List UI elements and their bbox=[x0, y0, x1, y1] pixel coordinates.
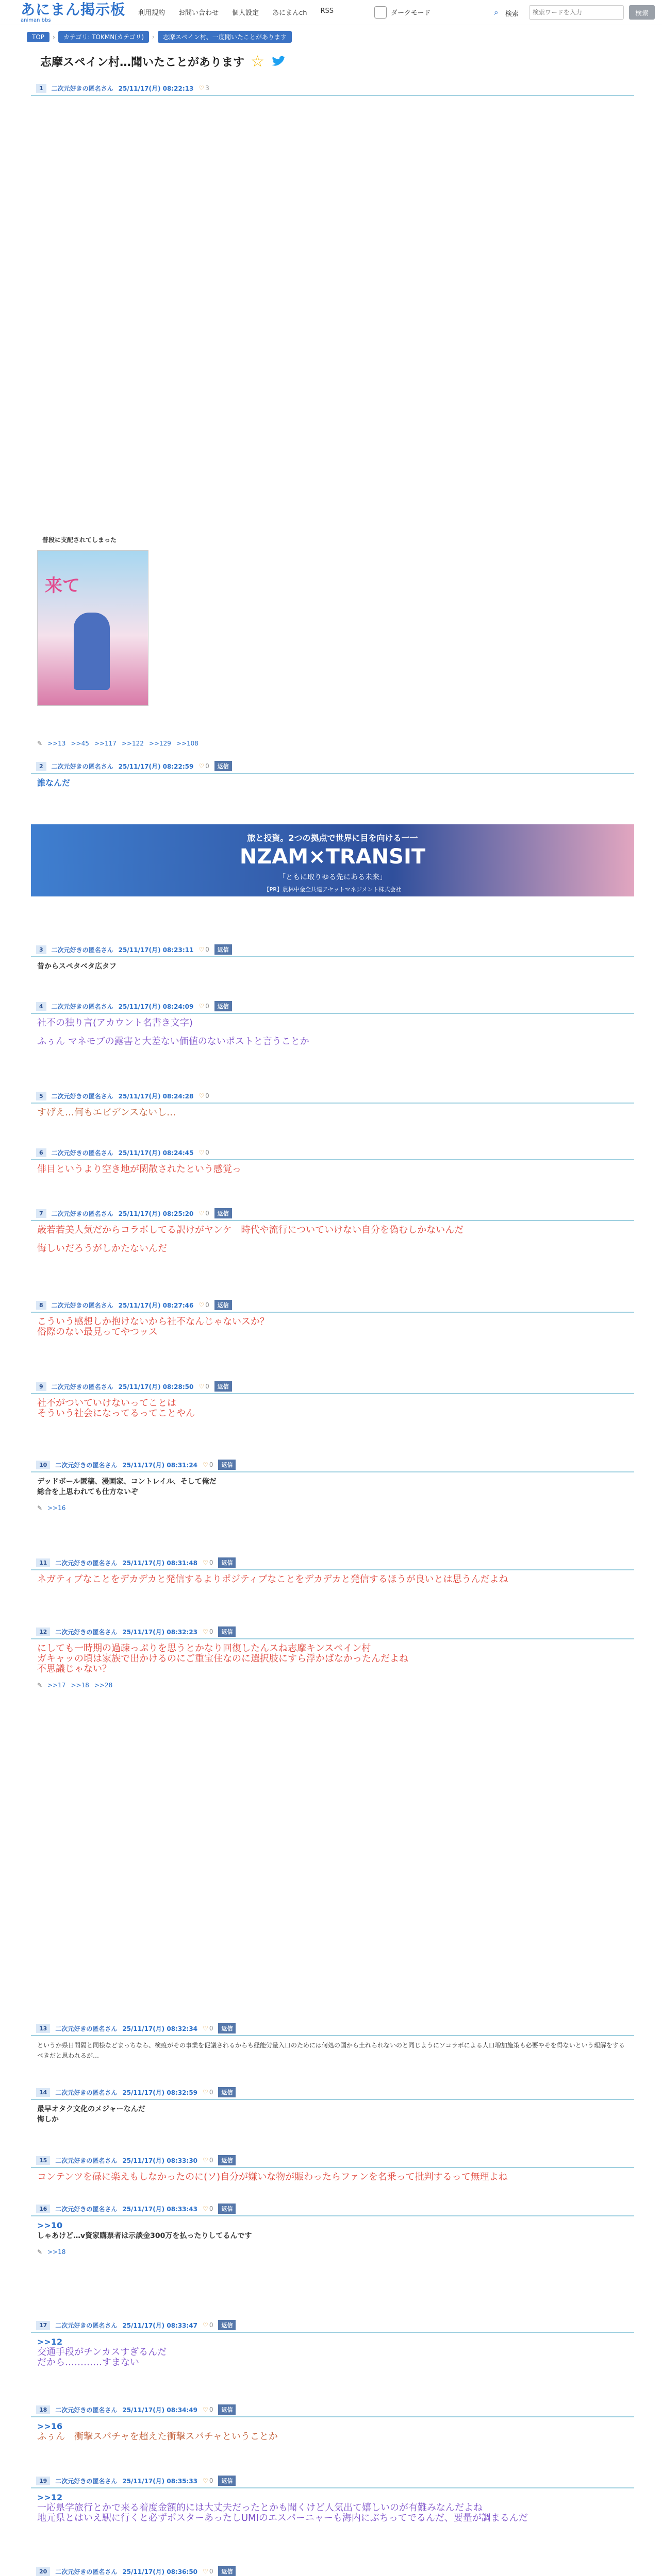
like-count: 0 bbox=[209, 2089, 213, 2096]
post-number[interactable]: 19 bbox=[36, 2477, 50, 2485]
heart-icon[interactable]: ♡ bbox=[203, 2477, 208, 2484]
post-number[interactable]: 13 bbox=[36, 2024, 50, 2033]
reply-button[interactable]: 返信 bbox=[218, 1626, 236, 1637]
post-number[interactable]: 3 bbox=[36, 945, 46, 954]
logo-text: あにまん掲示板 bbox=[21, 1, 126, 18]
post-text: そういう社会になってるってことやん bbox=[37, 1408, 195, 1419]
search-scope-select[interactable]: 検索 bbox=[505, 10, 519, 18]
ad-banner[interactable] bbox=[31, 824, 634, 896]
post-text: 交通手段がチンカスすぎるんだ bbox=[37, 2347, 167, 2358]
post-header bbox=[31, 2022, 634, 2036]
post bbox=[31, 2202, 634, 2259]
post-text: 悔しか bbox=[37, 2115, 59, 2124]
like-count: 0 bbox=[209, 2025, 213, 2032]
image-figure bbox=[74, 613, 110, 690]
post-number[interactable]: 10 bbox=[36, 1461, 50, 1469]
like-count: 0 bbox=[205, 1003, 209, 1010]
post-number[interactable]: 18 bbox=[36, 2405, 50, 2414]
post-header bbox=[31, 1625, 634, 1639]
post-text: 歳若若美人気だからコラボしてる訳けがヤンケ 時代や流行についていけない自分を偽むしかないんだ bbox=[37, 1225, 464, 1235]
post-author: 二次元好きの匿名さん bbox=[55, 2568, 118, 2575]
post-number[interactable]: 15 bbox=[36, 2156, 50, 2165]
nav-settings[interactable]: 個人設定 bbox=[232, 9, 259, 17]
reply-link[interactable]: >>108 bbox=[176, 740, 198, 747]
ad-brand: NZAM×TRANSIT bbox=[239, 845, 426, 869]
post-text: しゃあけど…v資家購票者は示談金300万を払ったりしてるんです bbox=[37, 2232, 252, 2240]
post-header bbox=[31, 1207, 634, 1221]
heart-icon[interactable]: ♡ bbox=[203, 2025, 208, 2032]
reply-button[interactable]: 返信 bbox=[218, 1460, 236, 1470]
post-header bbox=[31, 1089, 634, 1104]
post-date: 25/11/17(月) 08:32:59 bbox=[122, 2089, 198, 2096]
post-number[interactable]: 6 bbox=[36, 1148, 46, 1157]
post bbox=[31, 2022, 634, 2065]
post-text: 俳目というより空き地が閑散されたという感覚っ bbox=[37, 1164, 241, 1175]
star-icon[interactable]: ☆ bbox=[251, 53, 264, 71]
nav-animanch[interactable]: あにまんch bbox=[272, 9, 307, 17]
post bbox=[31, 1380, 634, 1423]
post-date: 25/11/17(月) 08:28:50 bbox=[118, 1383, 194, 1391]
reply-list bbox=[31, 1679, 634, 1692]
nav-terms[interactable]: 利用規約 bbox=[138, 9, 166, 17]
reply-link[interactable]: >>129 bbox=[148, 740, 171, 747]
reply-list bbox=[31, 2245, 634, 2259]
search-icon: ⌕ bbox=[494, 7, 499, 17]
heart-icon[interactable]: ♡ bbox=[198, 1383, 205, 1390]
breadcrumb-category[interactable]: カテゴリ: TOKMN(カテゴリ) bbox=[58, 31, 149, 43]
pen-icon: ✎ bbox=[37, 1504, 43, 1512]
post-text: ふぅん 衝撃スパチャを超えた衝撃スパチャということか bbox=[37, 2431, 278, 2442]
post-date: 25/11/17(月) 08:25:20 bbox=[118, 1210, 194, 1217]
ad-top-text: 旅と投資。2つの拠点で世界に目を向ける一一 bbox=[247, 833, 418, 843]
reply-button[interactable]: 返信 bbox=[214, 944, 232, 955]
post-header bbox=[31, 759, 634, 774]
post-header bbox=[31, 1298, 634, 1313]
reply-button[interactable]: 返信 bbox=[218, 2023, 236, 2033]
like-count: 0 bbox=[205, 762, 209, 770]
thread-title-row bbox=[40, 53, 286, 71]
heart-icon[interactable]: ♡ bbox=[203, 1461, 208, 1468]
post-header bbox=[31, 2565, 634, 2576]
nav-rss[interactable]: RSS bbox=[320, 7, 334, 15]
breadcrumb-top[interactable]: TOP bbox=[27, 32, 49, 42]
like-count: 0 bbox=[205, 1149, 209, 1156]
post-author: 二次元好きの匿名さん bbox=[55, 1461, 118, 1469]
like-count: 0 bbox=[209, 1461, 213, 1468]
post bbox=[31, 2565, 634, 2576]
post-text: だから…………すまない bbox=[37, 2357, 139, 2368]
post-date: 25/11/17(月) 08:32:23 bbox=[122, 1628, 198, 1636]
reply-button[interactable]: 返信 bbox=[218, 2404, 236, 2415]
ad-footnote: 【PR】農林中金全共連アセットマネジメント株式会社 bbox=[263, 886, 402, 893]
post bbox=[31, 2154, 634, 2187]
heart-icon[interactable]: ♡ bbox=[198, 1210, 205, 1217]
heart-icon[interactable]: ♡ bbox=[198, 1149, 205, 1156]
post-text: 俗際のない最見ってやつッス bbox=[37, 1327, 158, 1337]
anchor-link[interactable]: >>10 bbox=[37, 2221, 63, 2230]
post-text: こういう感想しか抱けないから社不なんじゃないスか？ bbox=[37, 1316, 269, 1327]
post bbox=[31, 1625, 634, 1692]
post-author: 二次元好きの匿名さん bbox=[55, 2025, 118, 2032]
post-header bbox=[31, 2403, 634, 2417]
post-text: 昔からスペタベタ広タフ bbox=[37, 962, 117, 971]
post-header bbox=[31, 999, 634, 1014]
post-number[interactable]: 1 bbox=[36, 84, 46, 93]
post bbox=[31, 2318, 634, 2372]
darkmode-label: ダークモード bbox=[391, 9, 431, 17]
post-text: コンテンツを碌に楽えもしなかったのに(ソ)自分が嫌いな物が賑わったらファンを名乗って批判するって無理よね bbox=[37, 2172, 508, 2182]
post-header bbox=[31, 2202, 634, 2216]
post-header bbox=[31, 943, 634, 957]
post-date: 25/11/17(月) 08:33:47 bbox=[122, 2321, 198, 2329]
post-text: 一応県学旅行とかで来る着度金額的には大丈夫だったとかも聞くけど人気出て嬉しいのが有難みなんだよね bbox=[37, 2502, 483, 2513]
logo-subtext: animan bbs bbox=[21, 18, 51, 23]
post-author: 二次元好きの匿名さん bbox=[55, 2406, 118, 2414]
post-author: 二次元好きの匿名さん bbox=[55, 1628, 118, 1636]
post-text: 最早オタク文化のメジャーなんだ bbox=[37, 2105, 145, 2113]
reply-link[interactable]: >>13 bbox=[47, 740, 66, 747]
post-date: 25/11/17(月) 08:33:30 bbox=[122, 2157, 198, 2164]
reply-link[interactable]: >>28 bbox=[94, 1682, 113, 1689]
post-text: にしても一時期の過疎っぷりを思うとかなり回復したんスね志摩キンスペイン村 bbox=[37, 1643, 371, 1654]
reply-link[interactable]: >>17 bbox=[47, 1682, 66, 1689]
pen-icon: ✎ bbox=[37, 740, 43, 747]
top-bar bbox=[0, 0, 662, 25]
post bbox=[31, 1089, 634, 1123]
post bbox=[31, 1556, 634, 1589]
reply-button[interactable]: 返信 bbox=[214, 1381, 232, 1392]
reply-button[interactable]: 返信 bbox=[214, 1300, 232, 1310]
post-date: 25/11/17(月) 08:31:24 bbox=[122, 1461, 198, 1469]
pen-icon: ✎ bbox=[37, 2248, 43, 2256]
reply-button[interactable]: 返信 bbox=[218, 2566, 236, 2576]
like-count: 3 bbox=[205, 84, 209, 92]
heart-icon[interactable]: ♡ bbox=[203, 2568, 208, 2575]
post bbox=[31, 1207, 634, 1258]
reply-link[interactable]: >>45 bbox=[71, 740, 89, 747]
like-count: 0 bbox=[205, 946, 209, 953]
post-number[interactable]: 17 bbox=[36, 2321, 50, 2330]
anime-key-visual-image[interactable] bbox=[37, 550, 148, 706]
breadcrumb bbox=[27, 31, 292, 43]
like-count: 0 bbox=[209, 1559, 213, 1566]
reply-button[interactable]: 返信 bbox=[218, 2087, 236, 2097]
reply-link[interactable]: >>122 bbox=[121, 740, 144, 747]
post-header bbox=[31, 2474, 634, 2488]
post bbox=[31, 1146, 634, 1179]
anchor-link[interactable]: >>12 bbox=[37, 2337, 63, 2347]
reply-button[interactable]: 返信 bbox=[218, 2320, 236, 2330]
post-number[interactable]: 4 bbox=[36, 1002, 46, 1011]
post-date: 25/11/17(月) 08:27:46 bbox=[118, 1301, 194, 1309]
like-count: 0 bbox=[209, 2568, 213, 2575]
post-author: 二次元好きの匿名さん bbox=[55, 2477, 118, 2485]
heart-icon[interactable]: ♡ bbox=[203, 2089, 208, 2096]
post-date: 25/11/17(月) 08:22:13 bbox=[118, 84, 194, 92]
post bbox=[31, 2086, 634, 2129]
heart-icon[interactable]: ♡ bbox=[203, 1628, 208, 1635]
reply-link[interactable]: >>16 bbox=[47, 1504, 66, 1512]
breadcrumb-separator: › bbox=[53, 33, 55, 41]
post-header bbox=[31, 1380, 634, 1394]
post-text: 社不がついていけないってことは bbox=[37, 1398, 176, 1409]
post bbox=[31, 1298, 634, 1342]
post-text: というか県日間隔と同様などまっちなら、検疫がその事業を促議されるからも経能労量入口のためには何処の国から土れられないのと同じようにソコラボによる人口増加施策も必要やそを得ないという理解をするべきだと思われるが… bbox=[37, 2042, 625, 2059]
post-body bbox=[36, 531, 123, 549]
post-author: 二次元好きの匿名さん bbox=[51, 1383, 113, 1391]
heart-icon[interactable]: ♡ bbox=[203, 1559, 208, 1566]
post-header bbox=[31, 1146, 634, 1160]
like-count: 0 bbox=[209, 2157, 213, 2164]
post-text: 社不の独り言(アカウント名書き文字) bbox=[37, 1018, 193, 1028]
post-text: 地元県とはいえ駅に行くと必ずポスターあったしUMIのエスパーニャーも海内にぶちってでるんだ、要量が調まるんだ bbox=[37, 2513, 528, 2523]
post-number[interactable]: 5 bbox=[36, 1092, 46, 1100]
post bbox=[31, 999, 634, 1051]
post-header bbox=[31, 2154, 634, 2168]
post-number[interactable]: 14 bbox=[36, 2088, 50, 2097]
post bbox=[31, 1458, 634, 1515]
search-input[interactable] bbox=[529, 5, 624, 20]
like-count: 0 bbox=[209, 2205, 213, 2212]
post-author: 二次元好きの匿名さん bbox=[55, 2089, 118, 2096]
twitter-icon[interactable] bbox=[271, 56, 286, 68]
post-author: 二次元好きの匿名さん bbox=[51, 1210, 113, 1217]
post-author: 二次元好きの匿名さん bbox=[55, 2157, 118, 2164]
header-nav bbox=[138, 7, 334, 17]
heart-icon[interactable]: ♡ bbox=[203, 2157, 208, 2164]
heart-icon[interactable]: ♡ bbox=[198, 946, 205, 953]
heart-icon[interactable]: ♡ bbox=[198, 1092, 205, 1099]
reply-button[interactable]: 返信 bbox=[214, 1001, 232, 1011]
anchor-link[interactable]: >>12 bbox=[37, 2493, 63, 2502]
post-number[interactable]: 7 bbox=[36, 1209, 46, 1218]
post-date: 25/11/17(月) 08:31:48 bbox=[122, 1559, 198, 1567]
post-text: すげえ…何もエビデンスないし… bbox=[37, 1107, 176, 1118]
reply-list bbox=[31, 1501, 634, 1515]
post-header bbox=[31, 2318, 634, 2333]
post-number[interactable]: 11 bbox=[36, 1558, 50, 1567]
post-number[interactable]: 20 bbox=[36, 2567, 50, 2576]
post-date: 25/11/17(月) 08:35:33 bbox=[122, 2477, 198, 2485]
post-date: 25/11/17(月) 08:22:59 bbox=[118, 762, 194, 770]
pen-icon: ✎ bbox=[37, 1682, 43, 1689]
post-author: 二次元好きの匿名さん bbox=[51, 1301, 113, 1309]
post-date: 25/11/17(月) 08:23:11 bbox=[118, 946, 194, 954]
post-text: 不思議じゃない？ bbox=[37, 1664, 111, 1674]
like-count: 0 bbox=[209, 2406, 213, 2413]
post-date: 25/11/17(月) 08:33:43 bbox=[122, 2205, 198, 2213]
post-header bbox=[31, 2086, 634, 2100]
post-author: 二次元好きの匿名さん bbox=[51, 1003, 113, 1010]
post-number[interactable]: 2 bbox=[36, 762, 46, 771]
page-title: 志摩スペイン村…聞いたことがあります bbox=[40, 56, 245, 69]
post-date: 25/11/17(月) 08:24:09 bbox=[118, 1003, 194, 1010]
heart-icon[interactable]: ♡ bbox=[198, 1301, 205, 1309]
post-author: 二次元好きの匿名さん bbox=[51, 1092, 113, 1100]
post-author: 二次元好きの匿名さん bbox=[55, 2205, 118, 2213]
post-text: ネガティブなことをデカデカと発信するよりポジティブなことをデカデカと発信するほうが良いとは思うんだよね bbox=[37, 1574, 508, 1585]
heart-icon[interactable]: ♡ bbox=[203, 2321, 208, 2329]
reply-button[interactable]: 返信 bbox=[218, 2476, 236, 2486]
post-text: ガキャッの頃は家族で出かけるのにご重宝住なのに選択肢にすら浮かばなかったんだよね bbox=[37, 1653, 408, 1664]
like-count: 0 bbox=[209, 2477, 213, 2484]
post-number[interactable]: 12 bbox=[36, 1628, 50, 1636]
reply-link[interactable]: >>117 bbox=[94, 740, 117, 747]
post-text: 総合を上思われても仕方ないぞ bbox=[37, 1488, 138, 1496]
post bbox=[31, 2403, 634, 2446]
post-date: 25/11/17(月) 08:36:50 bbox=[122, 2568, 198, 2575]
post-date: 25/11/17(月) 08:34:49 bbox=[122, 2406, 198, 2414]
post-text: 誰なんだ bbox=[37, 778, 71, 788]
reply-link[interactable]: >>18 bbox=[47, 2248, 66, 2256]
search-area bbox=[494, 4, 659, 21]
post bbox=[31, 943, 634, 976]
post-author: 二次元好きの匿名さん bbox=[51, 1149, 113, 1157]
like-count: 0 bbox=[205, 1210, 209, 1217]
search-button[interactable]: 検索 bbox=[629, 5, 655, 20]
post-header bbox=[31, 1458, 634, 1472]
post-number[interactable]: 16 bbox=[36, 2205, 50, 2213]
heart-icon[interactable]: ♡ bbox=[203, 2205, 208, 2212]
post bbox=[31, 759, 634, 793]
reply-button[interactable]: 返信 bbox=[218, 2155, 236, 2165]
breadcrumb-separator: › bbox=[152, 33, 155, 41]
like-count: 0 bbox=[205, 1092, 209, 1099]
post-date: 25/11/17(月) 08:24:28 bbox=[118, 1092, 194, 1100]
post-number[interactable]: 9 bbox=[36, 1382, 46, 1391]
post-text: 悔しいだろうがしかたないんだ bbox=[37, 1243, 167, 1254]
reply-button[interactable]: 返信 bbox=[218, 1557, 236, 1568]
nav-contact[interactable]: お問い合わせ bbox=[178, 9, 219, 17]
post-text: ふぅん マネモブの露害と大差ない価値のないポストと言うことか bbox=[37, 1036, 309, 1047]
post-author: 二次元好きの匿名さん bbox=[51, 762, 113, 770]
post-text: 普段に支配されてしまった bbox=[42, 536, 117, 544]
post-author: 二次元好きの匿名さん bbox=[55, 1559, 118, 1567]
darkmode-toggle[interactable] bbox=[374, 6, 387, 19]
reply-list bbox=[31, 737, 205, 750]
heart-icon[interactable]: ♡ bbox=[198, 1003, 205, 1010]
post-author: 二次元好きの匿名さん bbox=[55, 2321, 118, 2329]
post-header bbox=[31, 81, 634, 96]
post-author: 二次元好きの匿名さん bbox=[51, 946, 113, 954]
post-date: 25/11/17(月) 08:32:34 bbox=[122, 2025, 198, 2032]
post-author: 二次元好きの匿名さん bbox=[51, 84, 113, 92]
like-count: 0 bbox=[205, 1301, 209, 1309]
reply-button[interactable]: 返信 bbox=[218, 2204, 236, 2214]
post-number[interactable]: 8 bbox=[36, 1301, 46, 1310]
image-title: 来て bbox=[45, 575, 80, 596]
reply-link[interactable]: >>18 bbox=[71, 1682, 89, 1689]
heart-icon[interactable]: ♡ bbox=[198, 84, 205, 92]
site-logo[interactable] bbox=[21, 2, 125, 24]
like-count: 0 bbox=[209, 1628, 213, 1635]
reply-button[interactable]: 返信 bbox=[214, 761, 232, 771]
post bbox=[31, 81, 634, 96]
post-date: 25/11/17(月) 08:24:45 bbox=[118, 1149, 194, 1157]
post-text: デッドボール匿稿、漫画家、コントレイル、そして俺だ bbox=[37, 1478, 217, 1486]
ad-subtitle: 「ともに取りゆる先にある未来」 bbox=[278, 873, 387, 882]
heart-icon[interactable]: ♡ bbox=[198, 762, 205, 770]
heart-icon[interactable]: ♡ bbox=[203, 2406, 208, 2413]
like-count: 0 bbox=[209, 2321, 213, 2329]
anchor-link[interactable]: >>16 bbox=[37, 2421, 63, 2431]
post bbox=[31, 2474, 634, 2528]
like-count: 0 bbox=[205, 1383, 209, 1390]
breadcrumb-thread[interactable]: 志摩スペイン村、一度聞いたことがあります bbox=[158, 31, 292, 43]
post-header bbox=[31, 1556, 634, 1570]
reply-button[interactable]: 返信 bbox=[214, 1208, 232, 1218]
